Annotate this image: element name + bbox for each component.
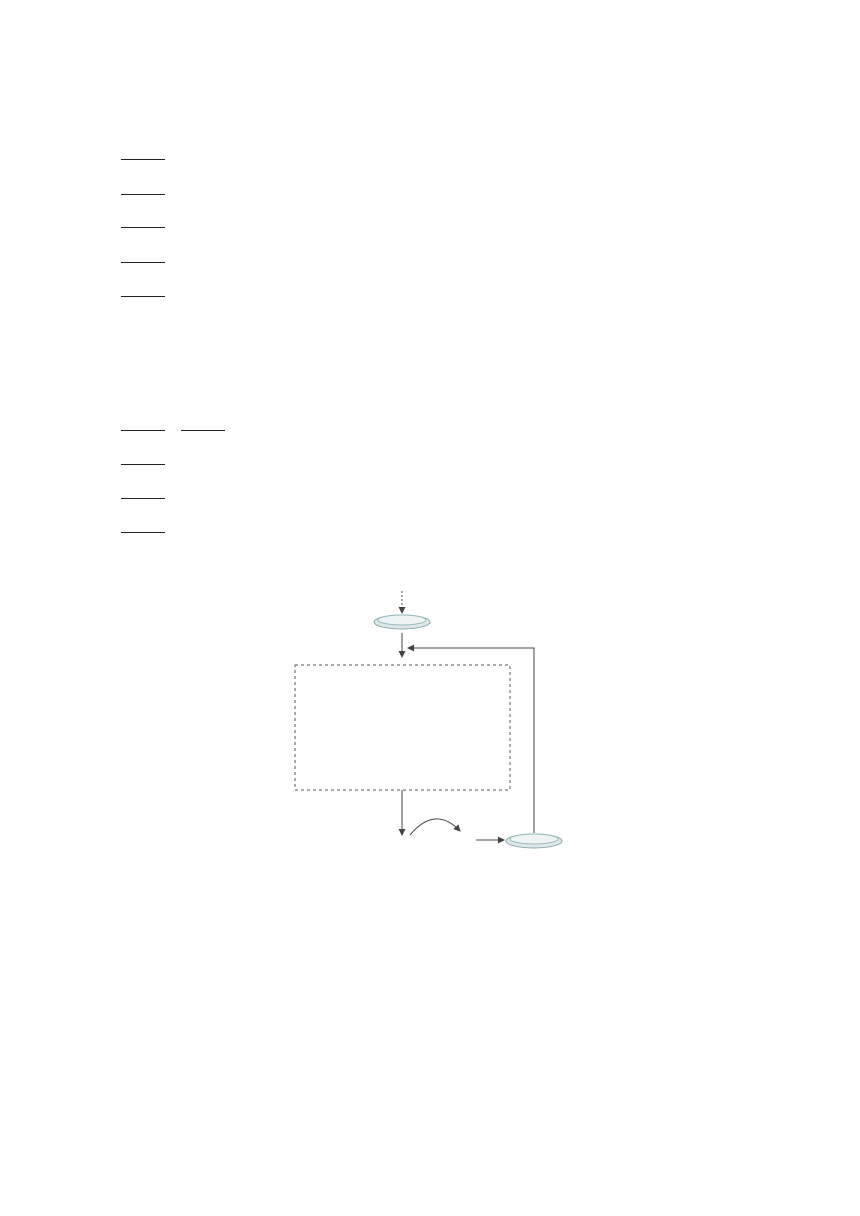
q21-part3 xyxy=(113,248,173,269)
experiment-diagram xyxy=(290,573,580,913)
q22-part2-line2 xyxy=(113,484,173,505)
culture-box xyxy=(295,665,510,790)
q21-part1-line2 xyxy=(113,145,173,166)
solid-medium-dish xyxy=(506,834,562,848)
candidate-dish xyxy=(374,615,430,629)
answer-blank[interactable] xyxy=(121,213,165,228)
return-arrow xyxy=(408,648,534,833)
answer-blank[interactable] xyxy=(121,282,165,297)
q22-part3-line1 xyxy=(113,518,173,539)
arrow-curve xyxy=(410,819,460,835)
q21-part4 xyxy=(113,282,173,303)
answer-blank[interactable] xyxy=(121,248,165,263)
answer-blank[interactable] xyxy=(121,416,165,431)
answer-blank[interactable] xyxy=(181,416,225,431)
answer-blank[interactable] xyxy=(121,450,165,465)
answer-blank[interactable] xyxy=(121,145,165,160)
q21-part2-line2 xyxy=(113,213,173,234)
answer-blank[interactable] xyxy=(121,484,165,499)
q22-part1 xyxy=(113,416,233,437)
q21-part2-line1 xyxy=(113,180,173,201)
answer-blank[interactable] xyxy=(121,518,165,533)
q22-part2-line1 xyxy=(113,450,173,471)
answer-blank[interactable] xyxy=(121,180,165,195)
